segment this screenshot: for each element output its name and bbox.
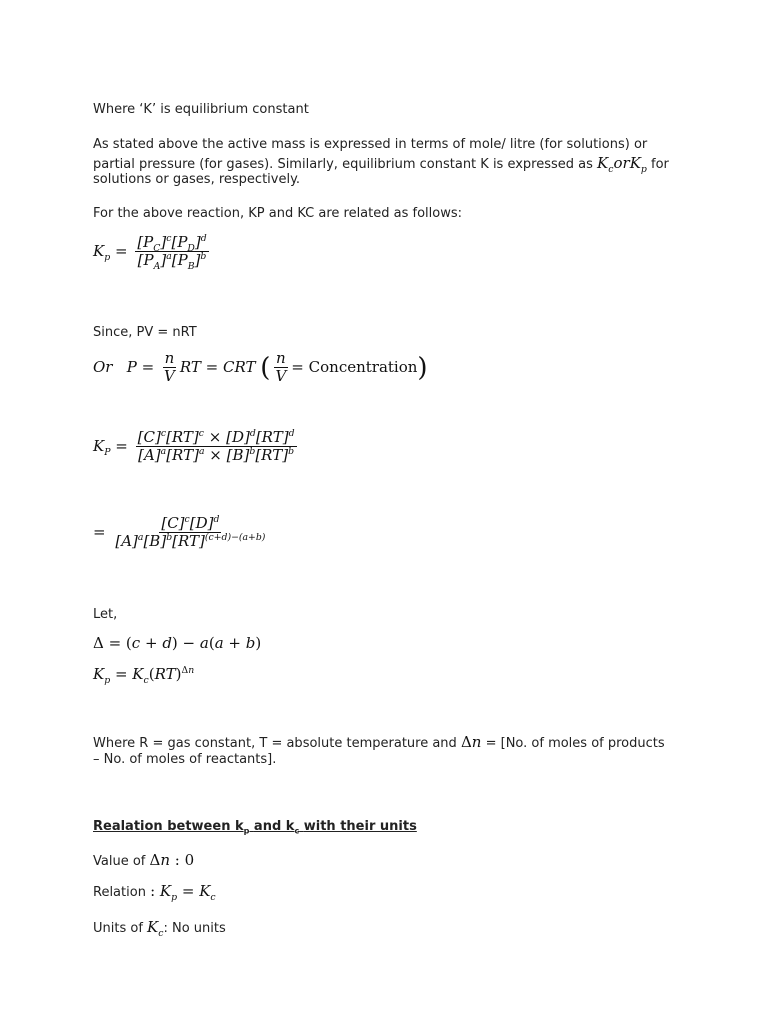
ideal-gas-law: Since, PV = nRT: [93, 325, 197, 340]
equation-kp-rt-expansion: $K_P$ = $\frac{[C]^c[RT]^c \times [D]^d[RT]^d}{[A]^a[RT]^a \times [B]^b[RT]^b}$: [93, 428, 295, 465]
equation-kp-kc-relation: $K_p = K_c(RT)^{\Delta n}$: [93, 665, 195, 686]
paragraph-text-end: for: [651, 157, 669, 172]
let-label: Let,: [93, 607, 118, 622]
where-definitions-line1: Where R = gas constant, T = absolute temperature and Δn = [No. of moles of products: [93, 733, 665, 751]
equilibrium-constant-intro: Where ‘K’ is equilibrium constant: [93, 102, 309, 117]
units-of-kc: Units of $K_c$: No units: [93, 918, 226, 939]
equation-kp-partial-pressures: $K_p$ = $\frac{[P_C]^c[P_D]^d}{[P_A]^a[P_B]^b}$: [93, 233, 207, 273]
section-heading-kp-kc-units: Realation between $k_p$ and $k_c$ with their units: [93, 819, 417, 836]
paragraph-text: partial pressure (for gases). Similarly, equilibrium constant K is expressed as: [93, 157, 593, 172]
kc-or-kp-formula: $K_corK_p$: [597, 154, 647, 175]
paragraph-active-mass-line1: As stated above the active mass is expressed in terms of mole/ litre (for solutions) or: [93, 137, 648, 152]
value-of-delta-n: Value of Δn : 0: [93, 851, 195, 869]
equation-pressure-concentration: Or P = $\frac{n}{V}$ RT = CRT ( $\frac{n}{V}$ = Concentration): [93, 349, 428, 386]
equation-kp-simplified: = $\frac{[C]^c[D]^d}{[A]^a[B]^b[RT]^{(c+d)-(a+b)}}$: [93, 514, 266, 551]
equation-delta-n: Δ = (c + d) − a(a + b): [93, 634, 262, 652]
relation-kp-equals-kc: Relation : $K_p = K_c$: [93, 882, 216, 903]
where-definitions-line2: – No. of moles of reactants].: [93, 752, 277, 767]
kp-kc-relation-intro: For the above reaction, KP and KC are related as follows:: [93, 206, 462, 221]
paragraph-active-mass-line3: solutions or gases, respectively.: [93, 172, 301, 187]
